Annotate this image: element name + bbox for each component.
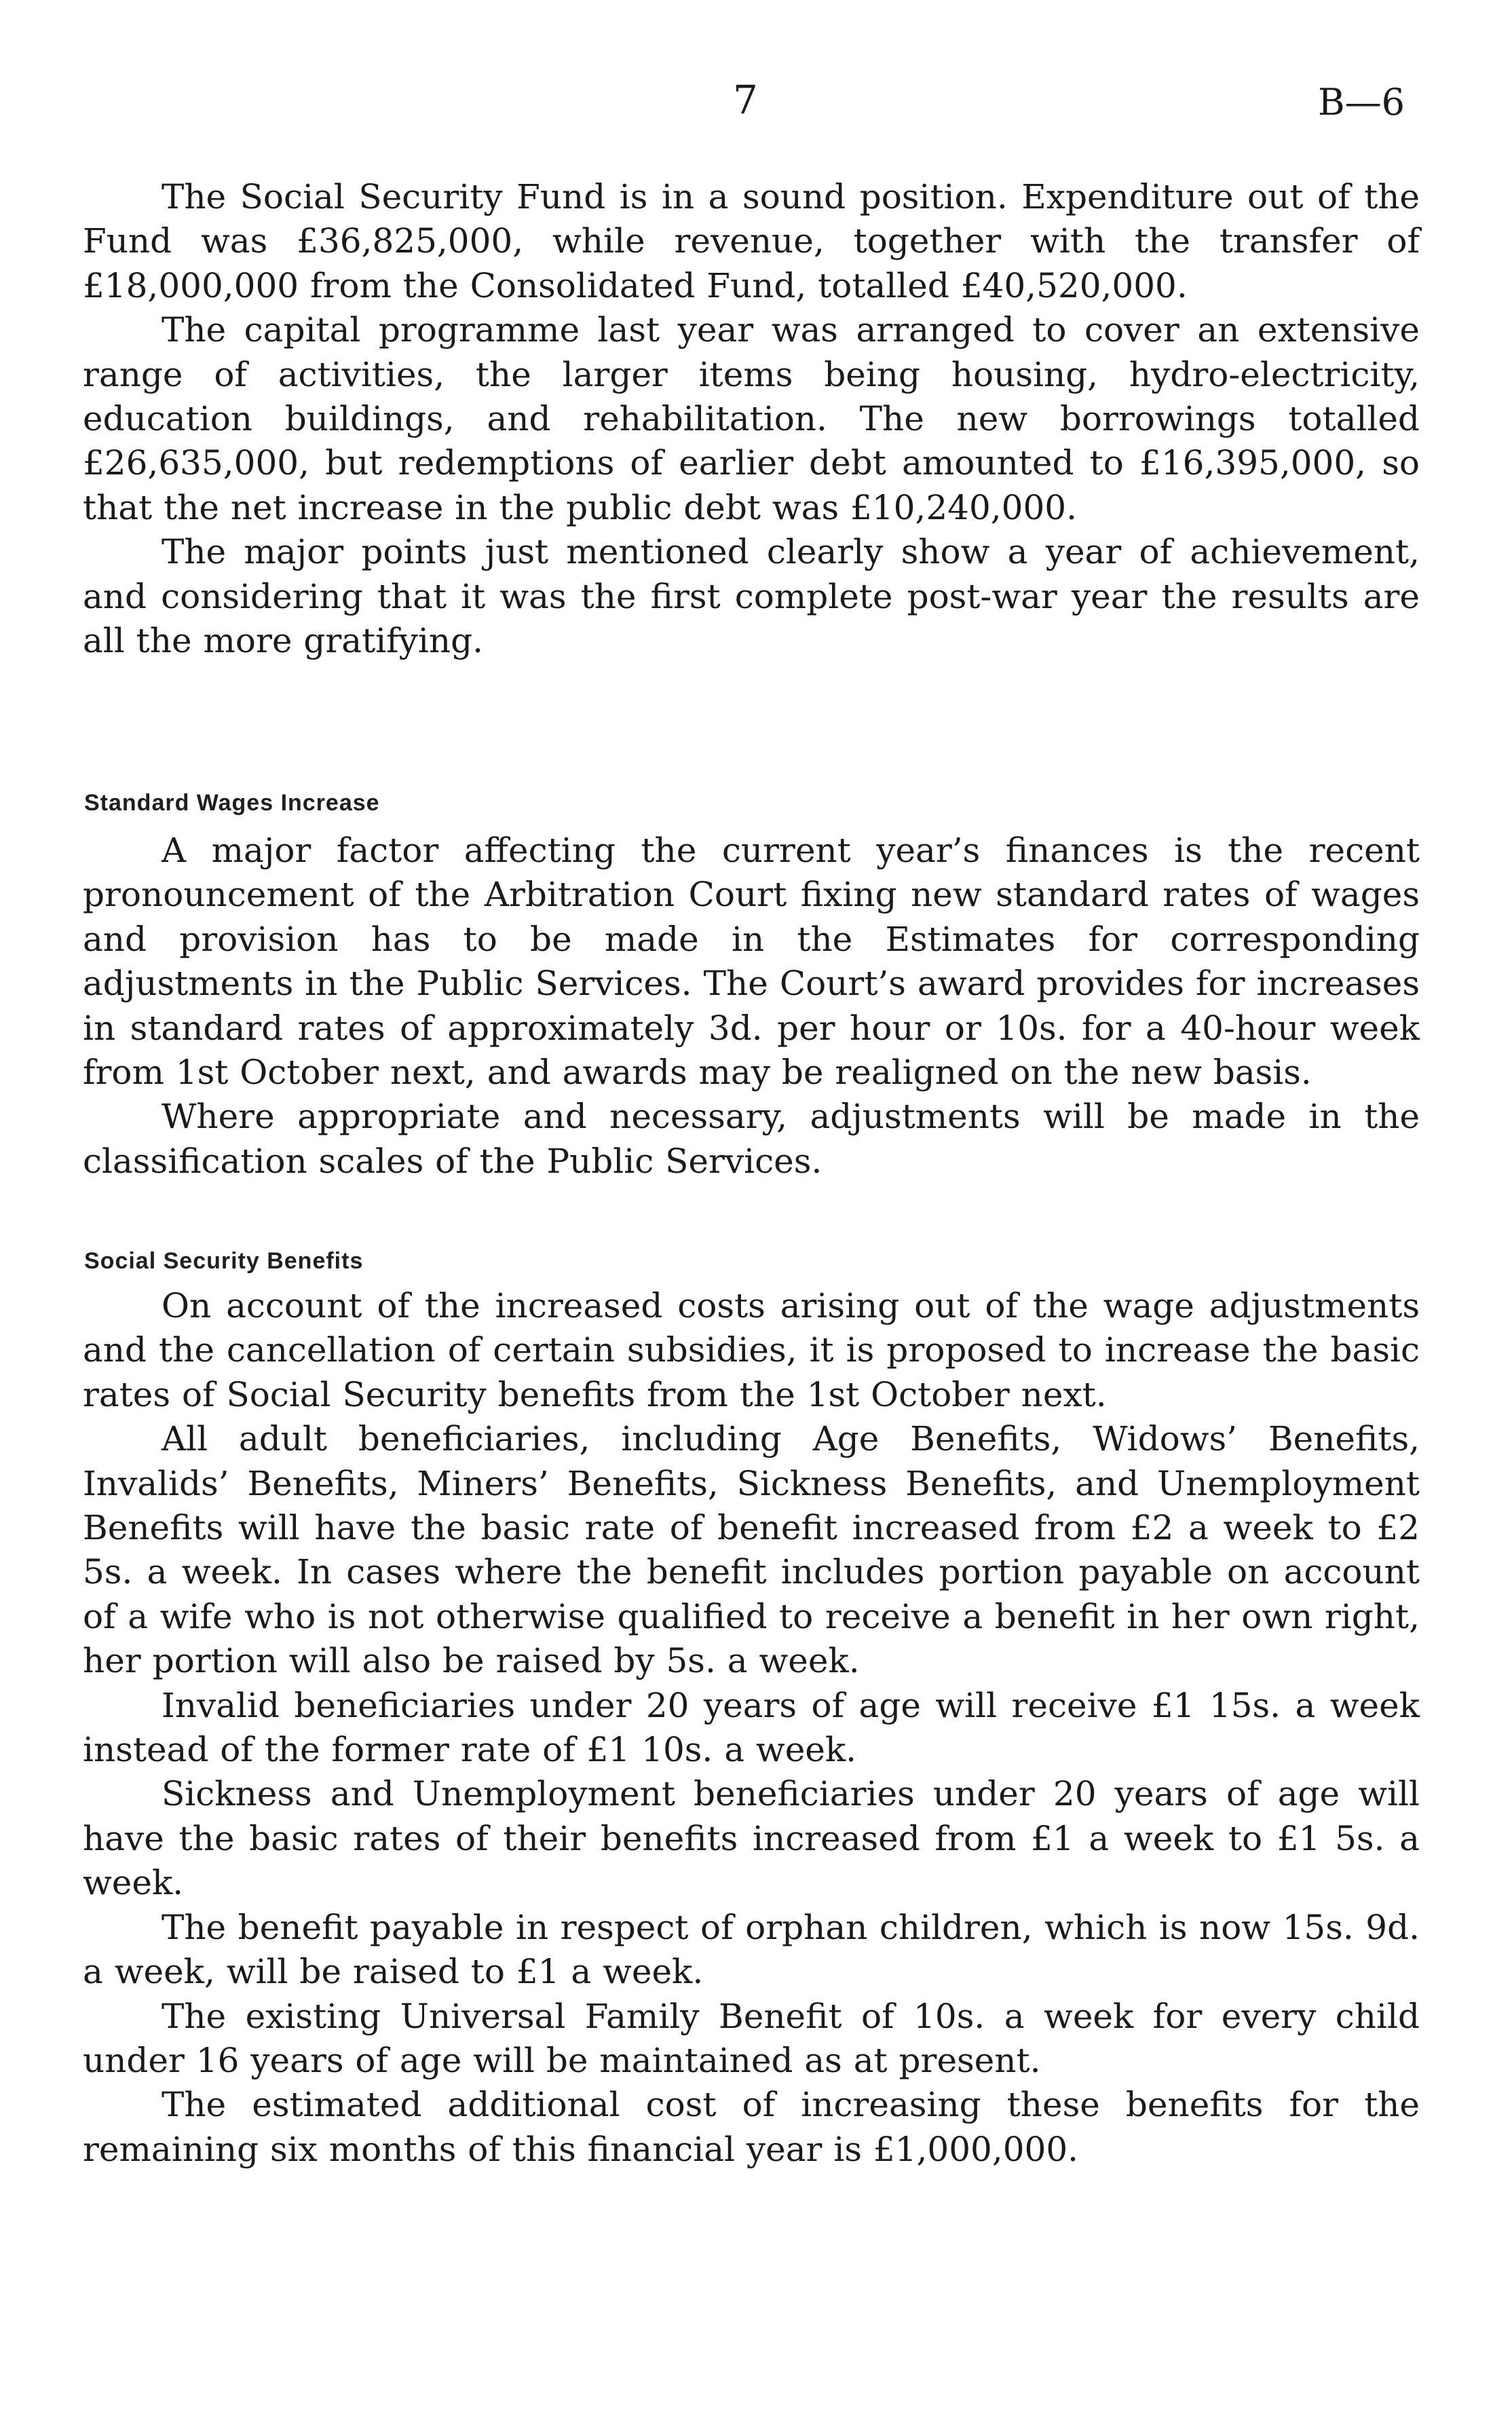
- section-heading-standard-wages: Standard Wages Increase: [84, 790, 380, 816]
- paragraph: The existing Universal Family Benefit of 10s. a week for every child under 16 years of age will be maintained as at present.: [83, 1996, 1420, 2080]
- paragraph: The benefit payable in respect of orphan children, which is now 15s. 9d. a week, will be raised to £1 a week.: [83, 1907, 1420, 1992]
- document-reference: B—6: [1318, 81, 1405, 124]
- paragraph: Sickness and Unemployment beneficiaries under 20 years of age will have the basic rates of their benefits increased from £1 a week to £1 5s. a week.: [83, 1774, 1420, 1903]
- standard-wages-section: [83, 829, 1420, 1184]
- social-security-benefits-section: [83, 1284, 1420, 2172]
- paragraph: All adult beneficiaries, including Age Benefits, Widows’ Benefits, Invalids’ Benefits, Miners’ Benefits, Sickness Benefits, and Unemployment Benefits will have the basic rate of benefit increased from £2 a week to £2 5s. a week. In cases where the benefit includes portion payable on account of a wife who is not otherwise qualified to receive a benefit in her own right, her portion will also be raised by 5s. a week.: [83, 1419, 1420, 1681]
- paragraph: Where appropriate and necessary, adjustments will be made in the classification scales of the Public Services.: [83, 1097, 1420, 1181]
- section-heading-social-security-benefits: Social Security Benefits: [84, 1248, 364, 1274]
- paragraph: A major factor affecting the current year’s finances is the recent pronouncement of the Arbitration Court fixing new standard rates of wages and provision has to be made in the Estimates for corresponding adjustments in the Public Services. The Court’s award provides for increases in standard rates of approximately 3d. per hour or 10s. for a 40-hour week from 1st October next, and awards may be realigned on the new basis.: [83, 831, 1420, 1093]
- paragraph: Invalid beneficiaries under 20 years of age will receive £1 15s. a week instead of the former rate of £1 10s. a week.: [83, 1685, 1420, 1770]
- paragraph: On account of the increased costs arising out of the wage adjustments and the cancellation of certain subsidies, it is proposed to increase the basic rates of Social Security benefits from the 1st October next.: [83, 1286, 1420, 1414]
- paragraph: The major points just mentioned clearly show a year of achievement, and considering that it was the first complete post-war year the results are all the more gratifying.: [83, 532, 1420, 661]
- intro-section: [83, 175, 1420, 663]
- page-number: 7: [733, 77, 758, 123]
- paragraph: The Social Security Fund is in a sound position. Expenditure out of the Fund was £36,825,000, while revenue, together with the transfer of £18,000,000 from the Consolidated Fund, totalled £40,520,000.: [83, 177, 1420, 305]
- paragraph: The estimated additional cost of increasing these benefits for the remaining six months of this financial year is £1,000,000.: [83, 2085, 1420, 2169]
- paragraph: The capital programme last year was arranged to cover an extensive range of activities, the larger items being housing, hydro-electricity, education buildings, and rehabilitation. The new borrowings totalled £26,635,000, but redemptions of earlier debt amounted to £16,395,000, so that the net increase in the public debt was £10,240,000.: [83, 310, 1420, 527]
